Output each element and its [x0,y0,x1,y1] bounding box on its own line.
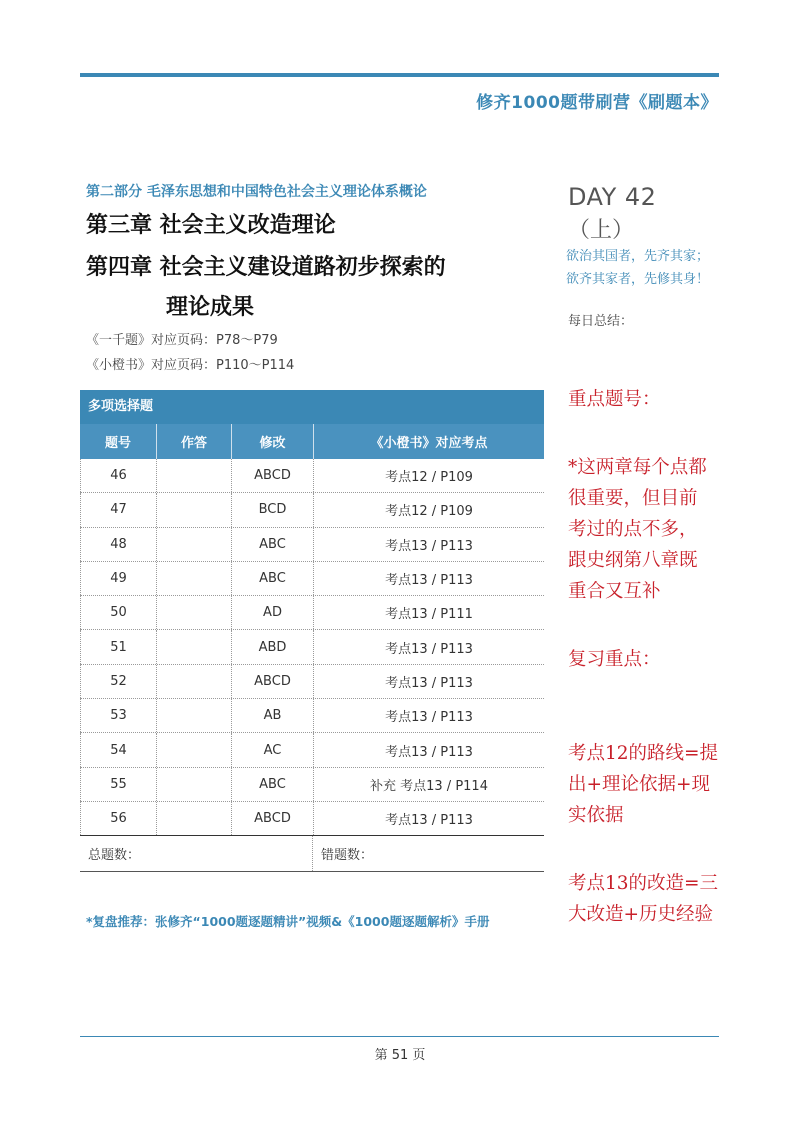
question-number: 52 [80,665,157,698]
question-number: 50 [80,596,157,629]
header-answer: 作答 [157,424,232,459]
table-title: 多项选择题 [80,390,544,424]
correction-cell: BCD [232,493,314,526]
page-ref-1000: 《一千题》对应页码：P78～P79 [86,333,278,348]
reference-cell: 考点13 / P113 [385,744,473,760]
reference-cell: 考点13 / P113 [385,813,473,829]
table-row [80,596,544,630]
table-row [80,630,544,664]
question-number: 55 [80,768,157,801]
answer-cell[interactable] [157,528,232,561]
correction-cell: AB [232,699,314,732]
page-number: 第 51 页 [374,1048,426,1063]
total-count-label: 总题数： [80,836,313,871]
table-row [80,562,544,596]
reference-cell: 考点12 / P109 [385,470,473,486]
correction-cell: ABCD [232,459,314,492]
answer-cell[interactable] [157,459,232,492]
table-header [80,424,544,459]
note-chapter-importance: *这两章每个点都 很重要，但目前 考过的点不多， 跟史纲第八章既 重合又互补 [568,457,707,602]
reference-cell: 考点13 / P113 [385,538,473,554]
correction-cell: AC [232,733,314,766]
part-title: 第二部分 毛泽东思想和中国特色社会主义理论体系概论 [86,184,427,200]
table-row [80,802,544,836]
chapter-3-title: 第三章 社会主义改造理论 [86,213,336,238]
answer-cell[interactable] [157,493,232,526]
question-number: 54 [80,733,157,766]
day-label: DAY 42 [568,183,657,211]
question-number: 46 [80,459,157,492]
correction-cell: ABD [232,630,314,663]
note-review-label: 复习重点： [568,649,661,670]
question-number: 56 [80,802,157,835]
correction-cell: ABC [232,528,314,561]
question-number: 53 [80,699,157,732]
answer-cell[interactable] [157,596,232,629]
table-row [80,699,544,733]
question-number: 48 [80,528,157,561]
reference-cell: 补充 考点13 / P114 [370,778,488,794]
chapter-4-title-cont: 理论成果 [166,295,255,320]
question-number: 51 [80,630,157,663]
reference-cell: 考点12 / P109 [385,504,473,520]
note-point-13: 考点13的改造=三 大改造+历史经验 [568,873,719,925]
table-summary [80,836,544,872]
correction-cell: ABC [232,768,314,801]
table-row [80,768,544,802]
note-point-12: 考点12的路线=提 出+理论依据+现 实依据 [568,743,719,826]
wrong-count-label: 错题数： [321,848,374,864]
reference-cell: 考点13 / P113 [385,675,473,691]
header-correction: 修改 [232,424,314,459]
answer-table [80,390,544,872]
table-row [80,733,544,767]
table-row [80,459,544,493]
day-sub-label: （上） [568,218,635,243]
reference-cell: 考点13 / P113 [385,641,473,657]
question-number: 47 [80,493,157,526]
correction-cell: ABC [232,562,314,595]
correction-cell: ABCD [232,802,314,835]
reference-cell: 考点13 / P113 [385,710,473,726]
answer-cell[interactable] [157,665,232,698]
motto-line-2: 欲齐其家者，先修其身！ [566,272,710,287]
table-row [80,665,544,699]
question-number: 49 [80,562,157,595]
reference-cell: 考点13 / P113 [385,573,473,589]
brand-title: 修齐1000题带刷营《刷题本》 [476,93,718,113]
answer-cell[interactable] [157,733,232,766]
answer-cell[interactable] [157,768,232,801]
note-key-questions: 重点题号： [568,389,661,410]
motto-line-1: 欲治其国者，先齐其家； [566,249,710,264]
header-question-no: 题号 [80,424,157,459]
review-recommendation: *复盘推荐：张修齐“1000题逐题精讲”视频&《1000题逐题解析》手册 [86,914,490,929]
table-row [80,493,544,527]
chapter-4-title: 第四章 社会主义建设道路初步探索的 [86,255,446,280]
answer-cell[interactable] [157,630,232,663]
table-row [80,528,544,562]
header-reference: 《小橙书》对应考点 [370,436,488,451]
answer-cell[interactable] [157,699,232,732]
page-ref-orange-book: 《小橙书》对应页码：P110～P114 [86,358,295,373]
top-rule [80,73,719,77]
daily-summary-label: 每日总结： [568,314,634,329]
answer-cell[interactable] [157,562,232,595]
reference-cell: 考点13 / P111 [385,607,473,623]
answer-cell[interactable] [157,802,232,835]
correction-cell: AD [232,596,314,629]
correction-cell: ABCD [232,665,314,698]
bottom-rule [80,1036,719,1037]
